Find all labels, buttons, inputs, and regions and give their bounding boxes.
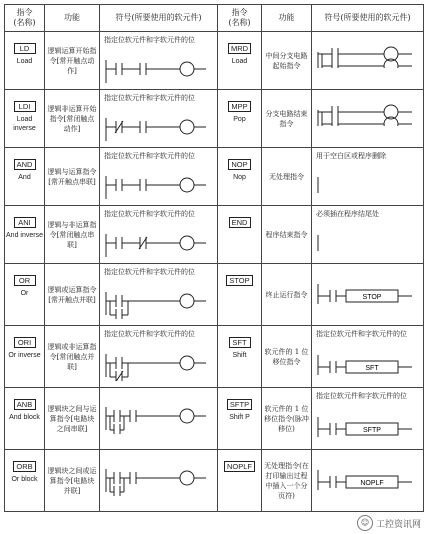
function-cell: 逻辑或非运算指令[常闭触点并联] — [45, 326, 100, 388]
ladder-diagram — [312, 268, 422, 304]
ladder-diagram — [100, 97, 216, 141]
instruction-name: Shift — [232, 352, 247, 359]
svg-text:NOPLF: NOPLF — [360, 480, 384, 487]
symbol-caption: 指定位软元件和字软元件的位 — [104, 330, 195, 338]
instruction-cell — [5, 32, 45, 90]
instruction-name: Load — [231, 58, 248, 65]
symbol-cell — [312, 32, 424, 90]
function-cell: 逻辑与非运算指令[常闭触点串联] — [45, 206, 100, 264]
table-row — [5, 32, 424, 90]
symbol-cell — [100, 450, 218, 512]
mnemonic-box: NOP — [228, 159, 250, 170]
ladder-diagram — [100, 448, 216, 496]
ladder-diagram — [100, 386, 216, 434]
symbol-caption: 用于空白区或程序删除 — [316, 152, 386, 160]
function-cell: 逻辑运算开始指令[常开触点动作] — [45, 32, 100, 90]
function-cell: 终止运行指令 — [262, 264, 312, 326]
symbol-cell — [312, 388, 424, 450]
symbol-cell — [312, 206, 424, 264]
instruction-cell — [218, 388, 262, 450]
symbol-cell — [100, 264, 218, 326]
function-cell: 无处理指令(在打印输出过程中插入一个分页符) — [262, 450, 312, 512]
symbol-caption: 指定位软元件和字软元件的位 — [104, 152, 195, 160]
instruction-cell — [218, 206, 262, 264]
instruction-cell — [218, 326, 262, 388]
table-row — [5, 388, 424, 450]
ladder-diagram — [100, 39, 216, 83]
wechat-icon: ☺ — [357, 515, 373, 531]
ladder-diagram — [100, 271, 216, 319]
mnemonic-box: SFT — [229, 337, 251, 348]
table-row — [5, 450, 424, 512]
function-cell: 无处理指令 — [262, 148, 312, 206]
instruction-cell — [218, 32, 262, 90]
instruction-cell — [5, 206, 45, 264]
mnemonic-box: NOPLF — [224, 461, 255, 472]
symbol-cell — [312, 148, 424, 206]
watermark-text: 工控资讯网 — [375, 519, 421, 530]
instruction-name: Load — [16, 58, 33, 65]
instruction-name: Or — [20, 290, 29, 297]
symbol-cell — [312, 450, 424, 512]
header-symbol-2: 符号(所要使用的软元件) — [312, 5, 424, 32]
instruction-name: Nop — [233, 174, 246, 181]
mnemonic-box: SFTP — [227, 399, 252, 410]
mnemonic-box: LD — [14, 43, 36, 54]
symbol-caption: 指定位软元件和字软元件的位 — [316, 330, 407, 338]
symbol-cell — [312, 90, 424, 148]
ladder-diagram — [312, 94, 422, 126]
function-cell: 逻辑与运算指令[常开触点串联] — [45, 148, 100, 206]
symbol-cell — [100, 32, 218, 90]
header-instruction-2: 指令 (名称) — [218, 5, 262, 32]
table-row — [5, 90, 424, 148]
function-cell: 逻辑块之间或运算指令[电路块并联] — [45, 450, 100, 512]
ladder-diagram — [312, 161, 422, 193]
function-cell: 软元件的 1 位移位指令(脉冲移位) — [262, 388, 312, 450]
ladder-diagram — [312, 454, 422, 490]
header-instruction: 指令 (名称) — [5, 5, 45, 32]
instruction-cell — [5, 450, 45, 512]
mnemonic-box: MRD — [228, 43, 251, 54]
function-cell: 逻辑块之间与运算指令[电路块之间串联] — [45, 388, 100, 450]
function-cell: 逻辑非运算开始指令[常闭触点动作] — [45, 90, 100, 148]
ladder-diagram — [312, 219, 422, 251]
symbol-cell — [100, 90, 218, 148]
instruction-cell — [218, 264, 262, 326]
svg-text:SFTP: SFTP — [363, 427, 381, 434]
instruction-name: And block — [9, 414, 40, 421]
function-cell: 软元件的 1 位移位指令 — [262, 326, 312, 388]
ladder-diagram — [312, 36, 422, 68]
svg-text:SFT: SFT — [365, 365, 379, 372]
mnemonic-box: END — [229, 217, 251, 228]
mnemonic-box: LDI — [14, 101, 36, 112]
header-symbol: 符号(所要使用的软元件) — [100, 5, 218, 32]
header-function: 功能 — [45, 5, 100, 32]
mnemonic-box: ORI — [14, 337, 36, 348]
instruction-name: Load inverse — [13, 116, 36, 132]
instruction-cell — [5, 326, 45, 388]
svg-text:STOP: STOP — [362, 294, 382, 301]
mnemonic-box: MPP — [228, 101, 250, 112]
mnemonic-box: ANB — [14, 399, 36, 410]
symbol-caption: 指定位软元件和字软元件的位 — [316, 392, 407, 400]
mnemonic-box: AND — [14, 159, 36, 170]
instruction-name: And — [18, 174, 31, 181]
instruction-name: Or block — [11, 476, 38, 483]
table-row — [5, 206, 424, 264]
symbol-cell — [312, 326, 424, 388]
instruction-cell — [5, 264, 45, 326]
symbol-cell — [100, 148, 218, 206]
symbol-cell — [100, 326, 218, 388]
instruction-name: Pop — [233, 116, 246, 123]
symbol-caption: 必须插在程序结尾处 — [316, 210, 379, 218]
table-row — [5, 326, 424, 388]
instruction-cell — [5, 388, 45, 450]
table-row — [5, 148, 424, 206]
function-cell: 分支电路结束指令 — [262, 90, 312, 148]
symbol-caption: 指定位软元件和字软元件的位 — [104, 268, 195, 276]
function-cell: 逻辑或运算指令[常开触点并联] — [45, 264, 100, 326]
watermark — [357, 515, 421, 531]
ladder-diagram — [100, 213, 216, 257]
ladder-diagram — [100, 333, 216, 381]
symbol-caption: 指定位软元件和字软元件的位 — [104, 210, 195, 218]
instruction-cell — [218, 90, 262, 148]
symbol-caption: 指定位软元件和字软元件的位 — [104, 36, 195, 44]
table-row — [5, 264, 424, 326]
instruction-table — [4, 4, 424, 512]
instruction-cell — [5, 148, 45, 206]
ladder-diagram — [100, 155, 216, 199]
function-cell: 程序结束指令 — [262, 206, 312, 264]
instruction-name: Shift P — [229, 414, 250, 421]
mnemonic-box: ANI — [14, 217, 36, 228]
instruction-name: Or inverse — [8, 352, 41, 359]
function-cell: 中间分支电路起始指令 — [262, 32, 312, 90]
symbol-cell — [312, 264, 424, 326]
mnemonic-box: ORB — [13, 461, 35, 472]
ladder-diagram — [312, 339, 422, 375]
instruction-name: And inverse — [6, 232, 43, 239]
instruction-cell — [218, 148, 262, 206]
mnemonic-box: STOP — [226, 275, 252, 286]
table-header — [5, 5, 424, 32]
instruction-cell — [5, 90, 45, 148]
header-function-2: 功能 — [262, 5, 312, 32]
symbol-cell — [100, 388, 218, 450]
symbol-caption: 指定位软元件和字软元件的位 — [104, 94, 195, 102]
instruction-cell — [218, 450, 262, 512]
mnemonic-box: OR — [14, 275, 36, 286]
ladder-diagram — [312, 401, 422, 437]
symbol-cell — [100, 206, 218, 264]
